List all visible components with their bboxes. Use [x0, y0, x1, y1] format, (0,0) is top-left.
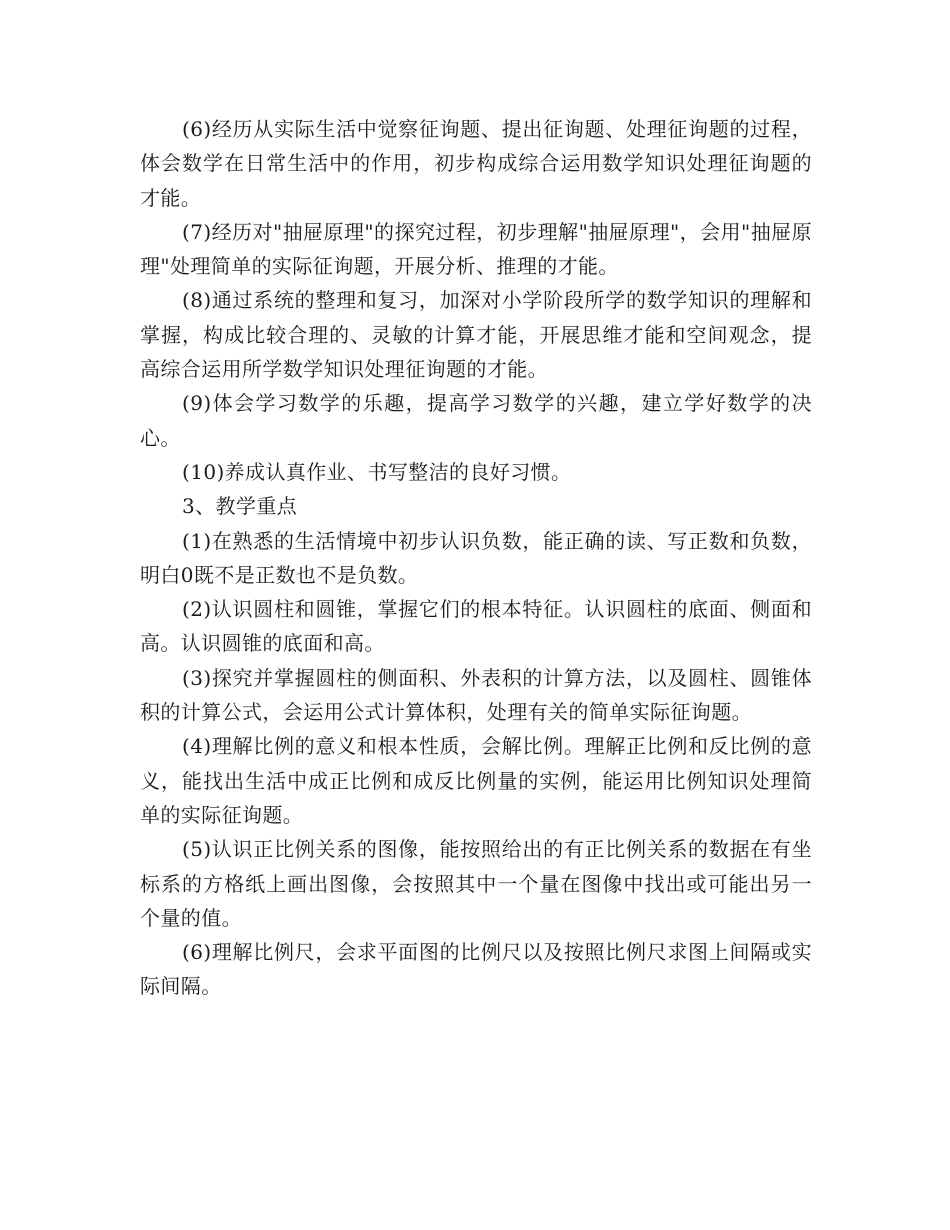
paragraph-key-point-5: (5)认识正比例关系的图像，能按照给出的有正比例关系的数据在有坐标系的方格纸上画出图像，会按照其中一个量在图像中找出或可能出另一个量的值。 — [140, 837, 812, 930]
paragraph-key-point-1: (1)在熟悉的生活情境中初步认识负数，能正确的读、写正数和负数，明白0既不是正数也不是负数。 — [140, 528, 812, 587]
paragraph-key-point-3: (3)探究并掌握圆柱的侧面积、外表积的计算方法，以及圆柱、圆锥体积的计算公式，会运用公式计算体积，处理有关的简单实际征询题。 — [140, 665, 812, 725]
paragraph-key-point-6: (6)理解比例尺，会求平面图的比例尺以及按照比例尺求图上间隔或实际间隔。 — [140, 940, 812, 999]
paragraph-key-point-4: (4)理解比例的意义和根本性质，会解比例。理解正比例和反比例的意义，能找出生活中成正比例和成反比例量的实例，能运用比例知识处理简单的实际征询题。 — [140, 734, 812, 827]
paragraph-objective-8: (8)通过系统的整理和复习，加深对小学阶段所学的数学知识的理解和掌握，构成比较合理的、灵敏的计算才能，开展思维才能和空间观念，提高综合运用所学数学知识处理征询题的才能。 — [140, 288, 812, 382]
document-body — [140, 112, 812, 1004]
paragraph-objective-6: (6)经历从实际生活中觉察征询题、提出征询题、处理征询题的过程，体会数学在日常生活中的作用，初步构成综合运用数学知识处理征询题的才能。 — [140, 117, 812, 210]
paragraph-objective-9: (9)体会学习数学的乐趣，提高学习数学的兴趣，建立学好数学的决心。 — [140, 391, 812, 450]
paragraph-objective-7: (7)经历对"抽屉原理"的探究过程，初步理解"抽屉原理"，会用"抽屉原理"处理简单的实际征询题，开展分析、推理的才能。 — [140, 219, 812, 279]
paragraph-key-point-2: (2)认识圆柱和圆锥，掌握它们的根本特征。认识圆柱的底面、侧面和高。认识圆锥的底面和高。 — [140, 597, 812, 656]
paragraph-objective-10: (10)养成认真作业、书写整洁的良好习惯。 — [182, 459, 572, 484]
section-heading: 3、教学重点 — [182, 494, 298, 519]
